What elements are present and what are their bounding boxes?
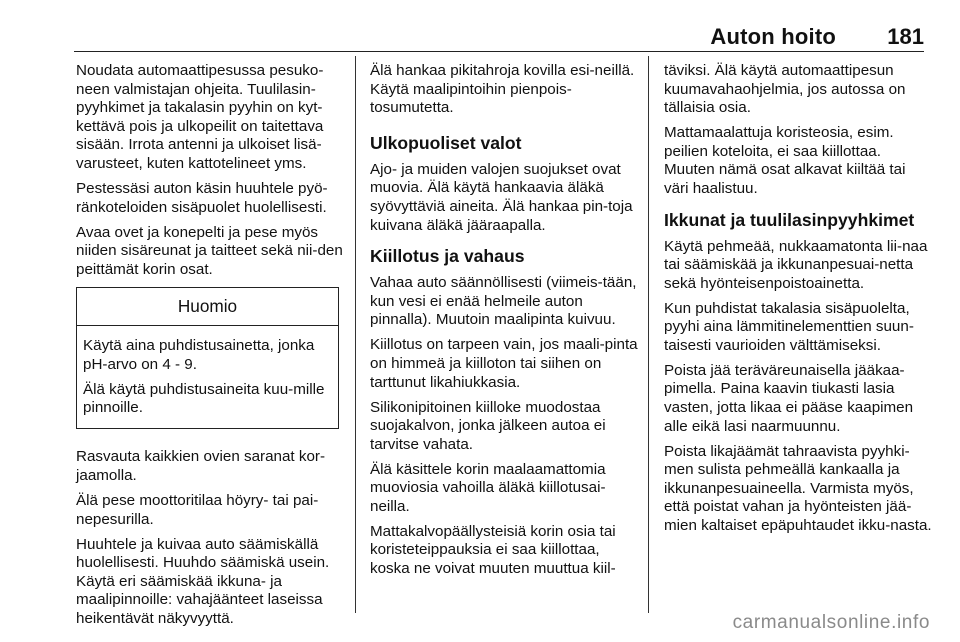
- paragraph: Silikonipitoinen kiilloke muodostaa suojakalvon, jonka jälkeen autoa ei tarvitse vahata.: [370, 398, 606, 453]
- page-number: 181: [887, 24, 924, 49]
- notice-paragraph: Älä käytä puhdistusaineita kuu-mille pinnoille.: [83, 380, 325, 417]
- paragraph: Rasvauta kaikkien ovien saranat kor-jaamolla.: [76, 448, 326, 485]
- paragraph: Noudata automaattipesussa pesuko-neen valmistajan ohjeita. Tuulilasin-pyyhkimet ja takalasin pyyhin on kyt-kettävä pois ja ulkopeilit on taitettava sisään. Irrota antenni ja ulkoiset lisä-varusteet, kuten kattotelineet yms.: [76, 62, 324, 172]
- paragraph: Pestessäsi auton käsin huuhtele pyö-ränkoteloiden sisäpuolet huolellisesti.: [76, 179, 328, 216]
- paragraph: Ajo- ja muiden valojen suojukset ovat muovia. Älä käytä hankaavia äläkä syövyttäviä aineita. Älä hankaa pin-toja kuivana äläkä jääraapalla.: [370, 160, 633, 234]
- column-2: [370, 62, 638, 585]
- column-1: [76, 62, 344, 635]
- column-3: [664, 62, 932, 542]
- watermark: carmanualsonline.info: [732, 612, 930, 633]
- paragraph: Vahaa auto säännöllisesti (viimeis-tään, kun vesi ei enää helmeile auton pinnalla). Muutoin maalipinta kuivuu.: [370, 274, 637, 329]
- notice-box: [76, 287, 339, 429]
- paragraph: Kiillotus on tarpeen vain, jos maali-pinta on himmeä ja kiilloton tai siihen on tarttunut likahiukkasia.: [370, 336, 638, 391]
- paragraph: Huuhtele ja kuivaa auto säämiskällä huolellisesti. Huuhdo säämiskä usein. Käytä eri säämiskää ikkuna- ja maalipinnoille: vahajäänteet laseissa heikentävät näkyvyyttä.: [76, 535, 330, 627]
- notice-title: Huomio: [77, 288, 338, 326]
- notice-paragraph: Käytä aina puhdistusainetta, jonka pH-arvo on 4 - 9.: [83, 337, 315, 373]
- paragraph: Poista likajäämät tahraavista pyyhki-men sulista pehmeällä kankaalla ja ikkunanpesuaineella. Varmista myös, että poistat vahan ja hyönteisten jää-mien kaltaiset epäpuhtaudet ikku-nasta.: [664, 442, 932, 535]
- section-heading: Ikkunat ja tuulilasinpyyhkimet: [664, 209, 915, 230]
- paragraph: Mattakalvopäällysteisiä korin osia tai koristeteippauksia ei saa kiillottaa, koska ne voivat muuten muuttua kiil-: [370, 522, 616, 578]
- section-heading: Ulkopuoliset valot: [370, 132, 522, 153]
- paragraph: Älä käsittele korin maalaamattomia muoviosia vahoilla äläkä kiillotusai-neilla.: [370, 460, 606, 515]
- paragraph: Käytä pehmeää, nukkaamatonta lii-naa tai säämiskää ja ikkunanpesuai-netta sekä hyönteisenpoistoainetta.: [664, 237, 928, 292]
- notice-body: [77, 326, 338, 428]
- paragraph: täviksi. Älä käytä automaattipesun kuumavahaohjelmia, jos autossa on tällaisia osia.: [664, 62, 906, 117]
- section-heading: Kiillotus ja vahaus: [370, 246, 525, 267]
- paragraph: Älä hankaa pikitahroja kovilla esi-neillä. Käytä maalipintoihin pienpois-tosumutetta.: [370, 62, 635, 117]
- paragraph: Avaa ovet ja konepelti ja pese myös niiden sisäreunat ja taitteet sekä nii-den peittämät korin osat.: [76, 223, 343, 278]
- page-header: [0, 0, 960, 52]
- section-title: Auton hoito: [710, 24, 836, 49]
- paragraph: Älä pese moottoritilaa höyry- tai pai-nepesurilla.: [76, 492, 319, 528]
- paragraph: Poista jää teräväreunaisella jääkaa-pimella. Paina kaavin tiukasti lasia vasten, jotta likaa ei pääse kaapimen alle eikä lasi naarmuunnu.: [664, 361, 914, 435]
- header-rule: [74, 51, 924, 52]
- paragraph: Mattamaalattuja koristeosia, esim. peilien koteloita, ei saa kiillottaa. Muuten nämä osat alkavat kiiltää tai väri haalistuu.: [664, 124, 906, 197]
- column-divider-1: [355, 56, 356, 613]
- column-divider-2: [648, 56, 649, 613]
- paragraph: Kun puhdistat takalasia sisäpuolelta, pyyhi aina lämmitinelementtien suun-taisesti vaurioiden välttämiseksi.: [664, 299, 914, 354]
